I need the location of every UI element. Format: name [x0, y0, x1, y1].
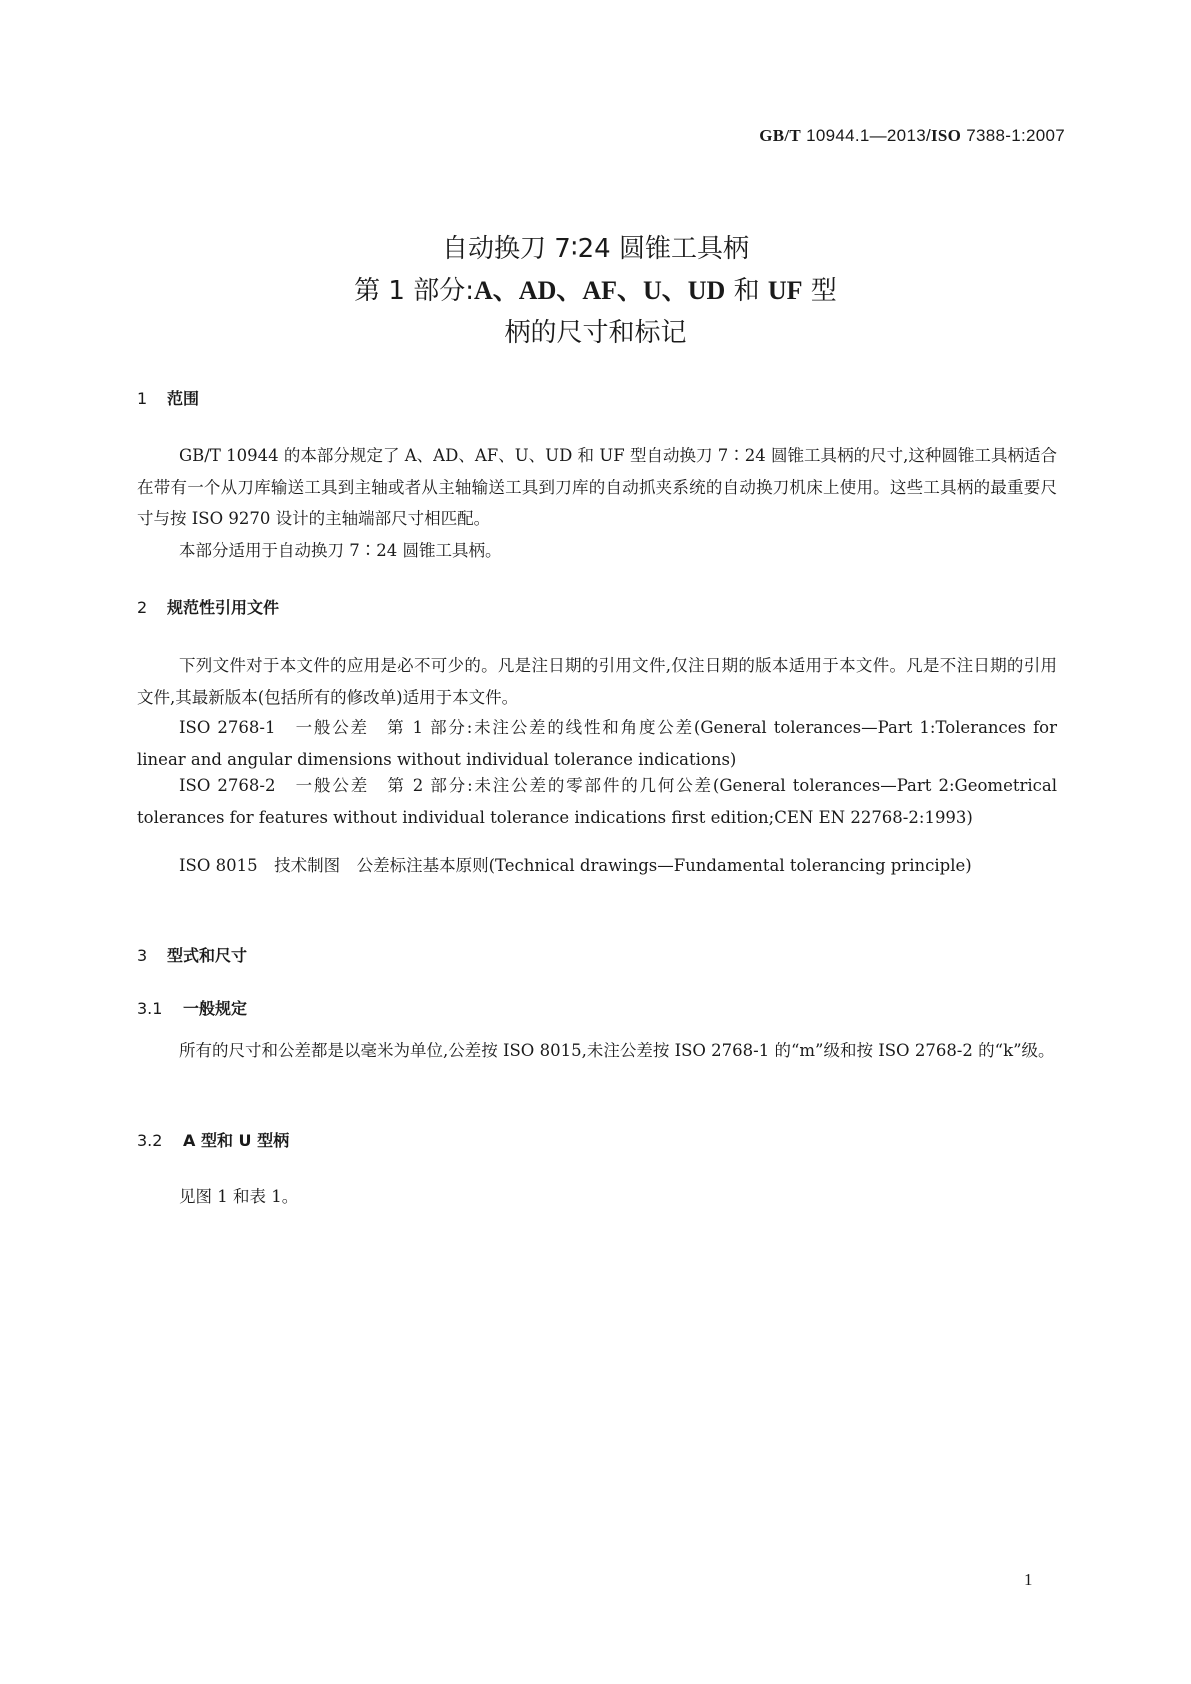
section-title-u: U	[238, 1131, 252, 1150]
title-and: 和	[725, 276, 768, 306]
section-number: 3	[137, 946, 148, 965]
section-number: 2	[137, 598, 148, 617]
section-title-end: 型柄	[251, 1131, 290, 1150]
scope-paragraph-1: GB/T 10944 的本部分规定了 A、AD、AF、U、UD 和 UF 型自动换刀 7∶24 圆锥工具柄的尺寸,这种圆锥工具柄适合在带有一个从刀库输送工具到主轴或者从主轴输送工具到刀库的自动抓夹系统的自动换刀机床上使用。这些工具柄的最重要尺寸与按 ISO 9270 设计的主轴端部尺寸相匹配。	[137, 446, 1057, 528]
section-title-a: A	[183, 1131, 196, 1150]
section-number: 3.1	[137, 999, 163, 1018]
title-type-suffix: 型	[802, 276, 837, 306]
reference-iso-2768-1: ISO 2768-1 一般公差 第 1 部分:未注公差的线性和角度公差(General tolerances—Part 1:Tolerances for linear and angular dimensions without individual tolerance indications)	[137, 718, 1057, 769]
section-1-heading	[137, 386, 199, 409]
section-number: 1	[137, 389, 148, 408]
section-2-heading	[137, 595, 279, 618]
std-prefix: GB/T	[759, 126, 802, 145]
iso-prefix: ISO	[930, 126, 962, 145]
title-line-1: 自动换刀 7∶24 圆锥工具柄	[442, 234, 749, 264]
document-id	[759, 126, 1065, 146]
title-uf: UF	[767, 276, 803, 305]
section-title: 型式和尺寸	[167, 946, 248, 965]
title-part-label: 第 1 部分:	[354, 276, 475, 306]
iso-number: 7388-1:2007	[966, 126, 1065, 145]
general-rules-paragraph: 所有的尺寸和公差都是以毫米为单位,公差按 ISO 8015,未注公差按 ISO 2768-1 的“m”级和按 ISO 2768-2 的“k”级。	[179, 1041, 1055, 1060]
reference-iso-2768-2: ISO 2768-2 一般公差 第 2 部分:未注公差的零部件的几何公差(General tolerances—Part 2:Geometrical tolerances for features without individual tolerance indications first edition;CEN EN 22768-2:1993)	[137, 776, 1057, 827]
section-title: 一般规定	[183, 999, 248, 1018]
section-3-1-heading	[137, 996, 247, 1019]
title-types: A、AD、AF、U、UD	[474, 276, 726, 305]
normative-intro-paragraph: 下列文件对于本文件的应用是必不可少的。凡是注日期的引用文件,仅注日期的版本适用于本文件。凡是不注日期的引用文件,其最新版本(包括所有的修改单)适用于本文件。	[137, 656, 1057, 707]
section-title: 范围	[167, 389, 200, 408]
section-3-2-heading	[137, 1128, 289, 1151]
see-figure-paragraph: 见图 1 和表 1。	[179, 1187, 299, 1206]
section-title: 规范性引用文件	[167, 598, 280, 617]
title-line-2	[0, 270, 1191, 312]
reference-iso-8015: ISO 8015 技术制图 公差标注基本原则(Technical drawings—Fundamental tolerancing principle)	[179, 856, 972, 875]
page-number: 1	[1024, 1570, 1033, 1589]
scope-paragraph-2: 本部分适用于自动换刀 7∶24 圆锥工具柄。	[179, 541, 502, 560]
section-number: 3.2	[137, 1131, 163, 1150]
std-number: 10944.1—2013/	[806, 126, 931, 145]
document-title	[0, 228, 1191, 354]
title-line-3: 柄的尺寸和标记	[504, 318, 687, 348]
section-title-mid: 型和	[195, 1131, 239, 1150]
section-3-heading	[137, 943, 247, 966]
